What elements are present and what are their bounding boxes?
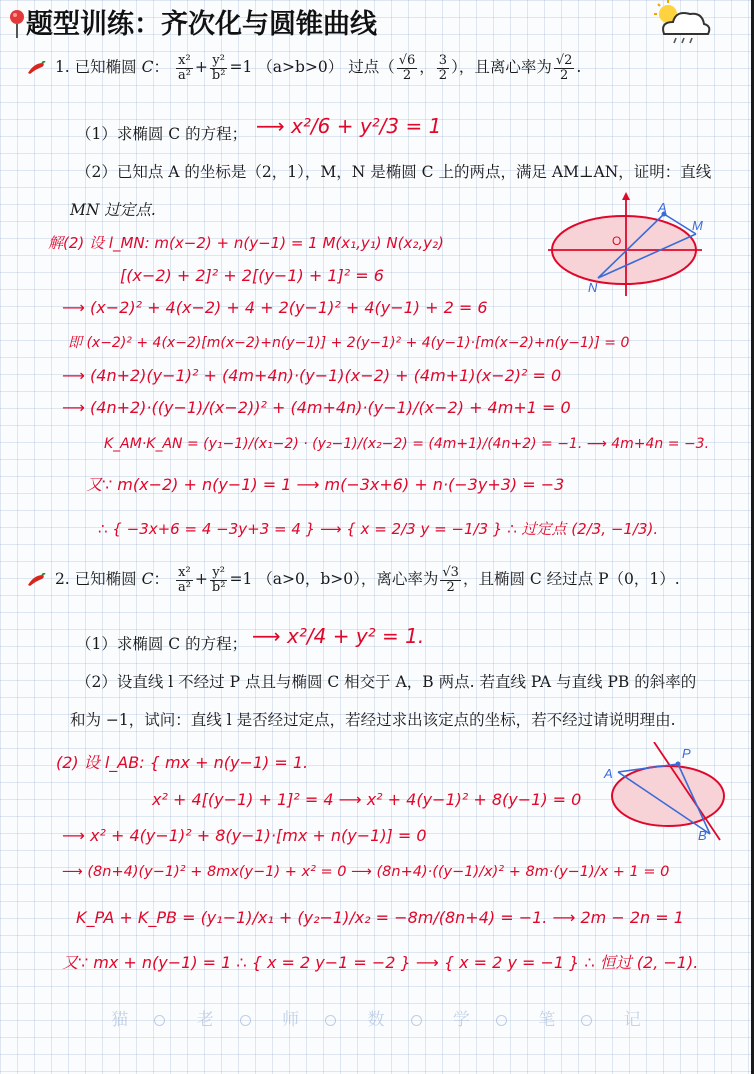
watermark-char: 学 xyxy=(452,1010,472,1030)
work-line: ⟶ (4n+2)·((y−1)/(x−2))² + (4m+4n)·(y−1)/(x−2) + 4m+1 = 0 xyxy=(62,398,571,417)
stem-text: 已知椭圆 xyxy=(74,58,137,77)
watermark-char: 老 xyxy=(196,1010,216,1030)
eccentricity xyxy=(554,54,575,82)
frac-den: a² xyxy=(177,67,191,83)
frac-den: b² xyxy=(211,579,226,595)
work-line: K_AM·K_AN = (y₁−1)/(x₁−2) · (y₂−1)/(x₂−2) = (4m+1)/(4n+2) = −1. ⟶ 4m+4n = −3. xyxy=(104,436,710,452)
diagram-label-a: A xyxy=(604,766,613,781)
stem-text: 已知椭圆 xyxy=(74,570,137,589)
watermark-dot xyxy=(496,1015,507,1026)
work-line: 即 (x−2)² + 4(x−2)[m(x−2)+n(y−1)] + 2(y−1)² + 4(y−1)·[m(x−2)+n(y−1)] = 0 xyxy=(68,335,630,351)
eccentricity xyxy=(440,566,461,594)
frac-den: a² xyxy=(177,579,191,595)
watermark-dot xyxy=(581,1015,592,1026)
watermark-dot xyxy=(240,1015,251,1026)
watermark-dot xyxy=(325,1015,336,1026)
watermark-char: 记 xyxy=(623,1010,643,1030)
watermark-dot xyxy=(411,1015,422,1026)
work-line: [(x−2) + 2]² + 2[(y−1) + 1]² = 6 xyxy=(120,266,384,285)
frac-den: 2 xyxy=(402,67,412,83)
watermark-char: 师 xyxy=(282,1010,302,1030)
problem-1-part-2-line-1: （2）已知点 A 的坐标是（2，1），M，N 是椭圆 C 上的两点，满足 AM⊥AN，证明：直线 xyxy=(76,163,712,181)
watermark-char: 猫 xyxy=(111,1010,131,1030)
diagram-label-p: P xyxy=(682,746,691,761)
fraction-y xyxy=(210,54,228,82)
work-line: 解(2) 设 l_MN: m(x−2) + n(y−1) = 1 M(x₁,y₁) N(x₂,y₂) xyxy=(48,234,444,252)
work-line: ⟶ (8n+4)(y−1)² + 8mx(y−1) + x² = 0 ⟶ (8n+4)·((y−1)/x)² + 8m·(y−1)/x + 1 = 0 xyxy=(62,864,670,880)
ellipse-diagram-2 xyxy=(600,742,730,842)
problem-1-part-1: （1）求椭圆 C 的方程； xyxy=(76,125,248,143)
weather-cloud-icon xyxy=(646,0,712,46)
pushpin-icon xyxy=(6,8,28,40)
problem-1-stem: 1. 已知椭圆 C： $\frac{\text{x²}}{\text{a²}}$ + $\frac{\text{y²}}{\text{b²}}$ =1 （a>b>0） 过点（ $\frac{√6}{2}$ ， $\frac{3}{2}$ ），且离心率为 $\frac{√2}{2}$ . xyxy=(26,54,581,82)
frac-den: 2 xyxy=(560,67,569,83)
problem-number: 2. xyxy=(54,570,70,589)
problem-2-stem: 2. 已知椭圆 C： $\frac{\text{x²}}{\text{a²}}$ + $\frac{\text{y²}}{\text{b²}}$ =1 （a>0，b>0），离心率为 $\frac{√3}{2}$ ，且椭圆 C 经过点 P（0，1）. xyxy=(26,566,680,594)
watermark-char: 笔 xyxy=(538,1010,558,1030)
diagram-label-o: O xyxy=(612,234,622,248)
frac-num: x² xyxy=(176,54,193,69)
diagram-label-b: B xyxy=(698,828,707,842)
curve-name: C xyxy=(141,58,154,77)
point-y xyxy=(437,54,449,82)
diagram-label-m: M xyxy=(692,218,703,233)
work-line: ∴ { −3x+6 = 4 −3y+3 = 4 } ⟶ { x = 2/3 y = −1/3 } ∴ 过定点 (2/3, −1/3). xyxy=(98,520,659,538)
work-line: ⟶ (4n+2)(y−1)² + (4m+4n)·(y−1)(x−2) + (4m+1)(x−2)² = 0 xyxy=(62,366,562,385)
watermark-dot xyxy=(154,1015,165,1026)
page-title: 题型训练：齐次化与圆锥曲线 xyxy=(26,9,377,40)
work-line: 又∵ mx + n(y−1) = 1 ∴ { x = 2 y−1 = −2 } ⟶ { x = 2 y = −1 } ∴ 恒过 (2, −1). xyxy=(62,953,699,972)
frac-num: y² xyxy=(210,54,228,69)
diagram-label-n: N xyxy=(588,280,598,295)
fraction-x xyxy=(176,566,193,594)
frac-den: 2 xyxy=(446,579,455,595)
problem-2-answer-1: ⟶ x²/4 + y² = 1. xyxy=(252,624,425,648)
work-line: ⟶ x² + 4(y−1)² + 8(y−1)·[mx + n(y−1)] = 0 xyxy=(62,826,427,845)
work-line: K_PA + K_PB = (y₁−1)/x₁ + (y₂−1)/x₂ = −8m/(8n+4) = −1. ⟶ 2m − 2n = 1 xyxy=(76,908,684,927)
pass-text: 过点 xyxy=(348,58,380,77)
frac-den: b² xyxy=(211,67,226,83)
ecc-text: ，离心率为 xyxy=(360,570,439,589)
work-line: ⟶ (x−2)² + 4(x−2) + 4 + 2(y−1)² + 4(y−1) + 2 = 6 xyxy=(62,298,488,317)
problem-number: 1. xyxy=(54,58,70,77)
chili-pepper-icon xyxy=(26,61,46,75)
equation-rhs: =1 xyxy=(229,58,253,77)
watermark xyxy=(0,1005,754,1030)
fraction-x xyxy=(176,54,193,82)
diagram-label-a: A xyxy=(658,200,667,215)
frac-num: y² xyxy=(210,566,228,581)
frac-num: √6 xyxy=(398,53,416,68)
work-line: 又∵ m(x−2) + n(y−1) = 1 ⟶ m(−3x+6) + n·(−3y+3) = −3 xyxy=(86,475,565,494)
ecc-text: ，且离心率为 xyxy=(458,58,552,77)
watermark-char: 数 xyxy=(367,1010,387,1030)
ellipse-diagram-1 xyxy=(546,190,706,300)
equation-rhs: =1 xyxy=(229,570,253,589)
work-line: (2) 设 l_AB: { mx + n(y−1) = 1. xyxy=(56,753,309,772)
problem-1-answer-1: ⟶ x²/6 + y²/3 = 1 xyxy=(256,114,442,138)
condition: （a>b>0） xyxy=(257,58,344,77)
point-x xyxy=(397,54,418,82)
problem-2-part-2-line-1: （2）设直线 l 不经过 P 点且与椭圆 C 相交于 A，B 两点. 若直线 PA 与直线 PB 的斜率的 xyxy=(76,673,697,691)
condition: （a>0，b>0） xyxy=(257,570,361,589)
work-line: x² + 4[(y−1) + 1]² = 4 ⟶ x² + 4(y−1)² + 8(y−1) = 0 xyxy=(152,790,582,809)
frac-num: √3 xyxy=(442,565,459,580)
frac-num: x² xyxy=(176,566,193,581)
curve-name: C xyxy=(141,570,154,589)
fraction-y xyxy=(210,566,228,594)
frac-den: 2 xyxy=(438,67,448,83)
stem-tail: ，且椭圆 C 经过点 P（0，1）. xyxy=(462,570,680,589)
chili-pepper-icon xyxy=(26,573,46,587)
problem-1-part-2-line-2: MN 过定点. xyxy=(70,201,156,219)
problem-2-part-2-line-2: 和为 −1，试问：直线 l 是否经过定点，若经过求出该定点的坐标，若不经过请说明理由. xyxy=(70,711,676,729)
frac-num: √2 xyxy=(555,53,573,68)
problem-2-part-1: （1）求椭圆 C 的方程； xyxy=(76,635,248,653)
frac-num: 3 xyxy=(438,53,448,68)
